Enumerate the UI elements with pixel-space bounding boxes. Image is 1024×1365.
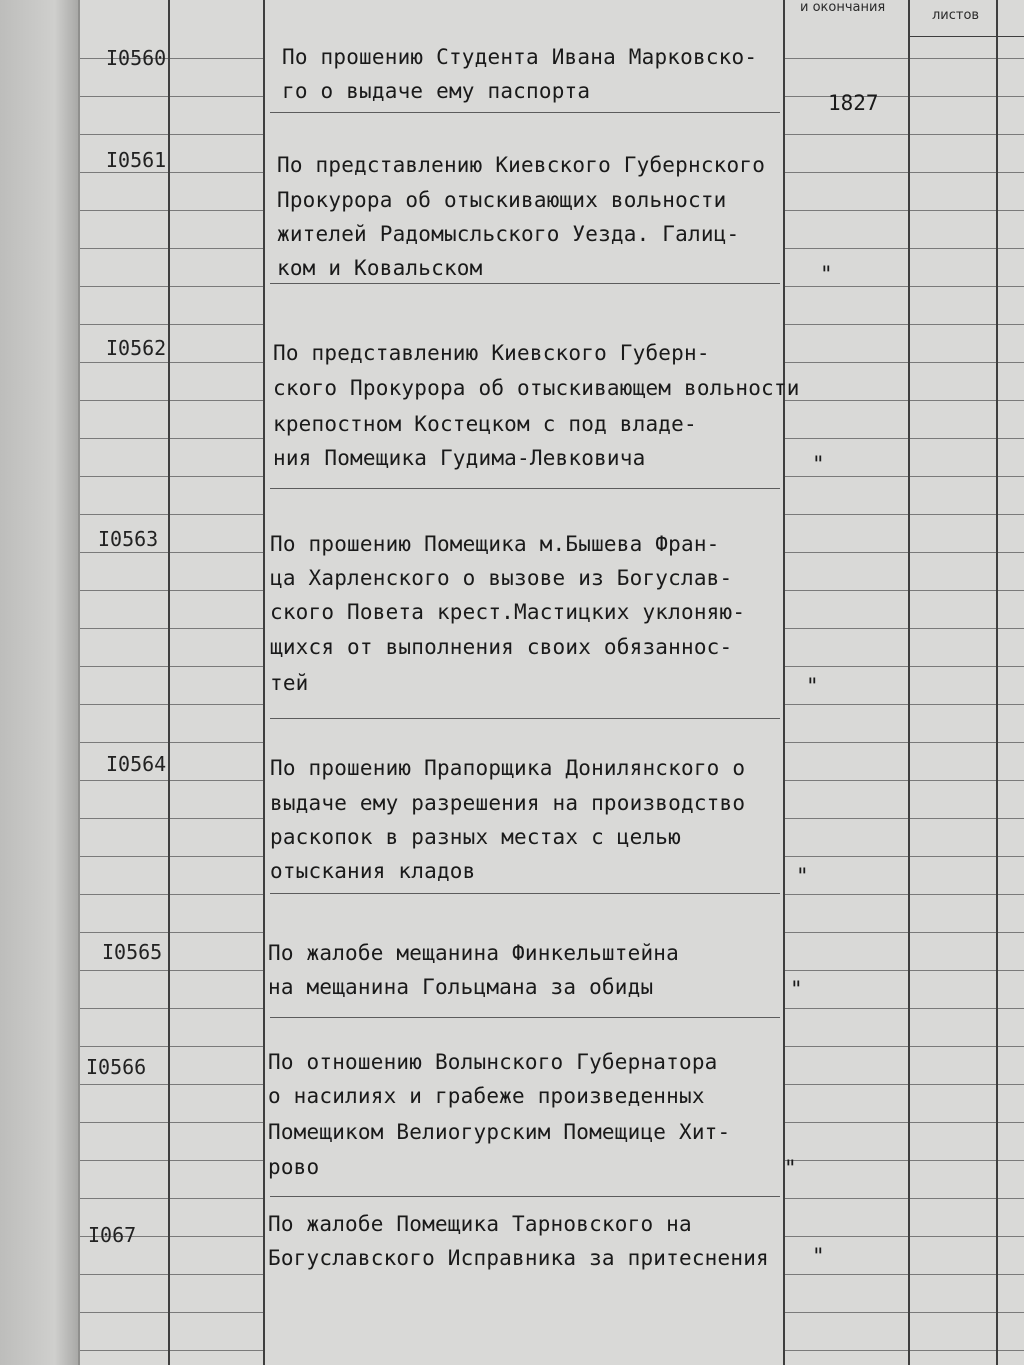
record-text-line: рово [268,1155,320,1179]
ruling-line [80,1350,168,1351]
ruling-line [910,476,996,477]
ruling-line [910,1122,996,1123]
record-text-line: раскопок в разных местах с целью [270,825,681,849]
record-text-line: ца Харленского о вызове из Богуслав- [270,566,733,590]
ruling-line [80,362,168,363]
ruling-line [998,172,1024,173]
ruling-line [910,438,996,439]
ruling-line [910,1274,996,1275]
text-underline [270,283,780,284]
ruling-line [80,1084,168,1085]
ruling-line [785,1160,908,1161]
ruling-line [170,1236,263,1237]
ruling-line [170,1312,263,1313]
ruling-line [785,856,908,857]
ruling-line [785,628,908,629]
ruling-line [998,1312,1024,1313]
ruling-line [910,666,996,667]
ruling-line [910,1312,996,1313]
record-text-line: Помещиком Велиогурским Помещице Хит- [268,1120,731,1144]
ruling-line [80,666,168,667]
record-text-line: крепостном Костецком с под владе- [273,412,697,436]
ruling-line [910,590,996,591]
ruling-line [910,894,996,895]
ruling-line [785,514,908,515]
ruling-line [910,742,996,743]
ruling-line [80,1122,168,1123]
ruling-line [998,476,1024,477]
ruling-line [998,590,1024,591]
ruling-line [998,286,1024,287]
record-number: I0562 [106,336,167,360]
ruling-line [998,818,1024,819]
ruling-line [170,514,263,515]
text-underline [270,1017,780,1018]
record-text-line: выдаче ему разрешения на производство [270,791,746,815]
ruling-line [785,58,908,59]
ruling-line [80,286,168,287]
ruling-line [910,1350,996,1351]
ruling-line [998,894,1024,895]
ruling-line [910,172,996,173]
ruling-line [785,780,908,781]
ruling-line [80,476,168,477]
ruling-line [170,856,263,857]
ruling-line [998,58,1024,59]
record-text-line: По прошению Прапорщика Донилянского о [270,756,746,780]
ruling-line [785,286,908,287]
ruling-line [785,970,908,971]
ditto-mark: " [820,262,833,286]
ruling-line [170,1084,263,1085]
ruling-line [80,248,168,249]
ruling-line [998,248,1024,249]
ruling-line [80,1046,168,1047]
ruling-line [785,1122,908,1123]
ruling-line [998,552,1024,553]
ruling-line [998,666,1024,667]
ruling-line [785,1198,908,1199]
ruling-line [785,1236,908,1237]
ruling-line [170,818,263,819]
ruling-line [785,438,908,439]
ruling-line [785,210,908,211]
ruling-line [998,514,1024,515]
record-text-line: отыскания кладов [270,859,476,883]
ruling-line [170,932,263,933]
ruling-line [80,628,168,629]
ruling-line [910,1084,996,1085]
ruling-line [785,476,908,477]
record-text-line: ния Помещика Гудима-Левковича [273,446,646,470]
ruling-line [785,172,908,173]
ruling-line [80,1008,168,1009]
ruling-line [170,1046,263,1047]
ruling-line [785,1350,908,1351]
record-text-line: о насилиях и грабеже произведенных [268,1084,705,1108]
ruling-line [80,970,168,971]
ruling-line [998,96,1024,97]
ruling-line [998,932,1024,933]
ruling-line [80,704,168,705]
ruling-line [910,780,996,781]
ruling-line [170,970,263,971]
ruling-line [998,362,1024,363]
ruling-line [785,1084,908,1085]
ruling-line [910,1236,996,1237]
ruling-line [910,210,996,211]
ruling-line [785,248,908,249]
ruling-line [910,552,996,553]
ruling-line [80,932,168,933]
ruling-line [998,438,1024,439]
record-text-line: По прошению Студента Ивана Марковско- [282,45,758,69]
record-number: I0565 [102,940,163,964]
ruling-line [785,932,908,933]
ruling-line [785,1008,908,1009]
ruling-line [170,1350,263,1351]
ruling-line [910,96,996,97]
record-text-line: По представлению Киевского Губерн- [273,341,710,365]
record-number: I0564 [106,752,167,776]
ruling-line [998,1350,1024,1351]
ruling-line [998,1046,1024,1047]
record-date: 1827 [828,91,879,115]
ruling-line [80,134,168,135]
ruling-line [998,210,1024,211]
ruling-line [998,1084,1024,1085]
ruling-line [998,704,1024,705]
ruling-line [170,1160,263,1161]
header-sheets: листов [932,8,980,23]
column-rule [263,0,265,1365]
ruling-line [998,1236,1024,1237]
record-text-line: Богуславского Исправника за притеснения [268,1246,769,1270]
ruling-line [785,1274,908,1275]
ruling-line [80,1160,168,1161]
ruling-line [170,704,263,705]
record-text-line: ком и Ковальском [277,256,483,280]
ditto-mark: " [806,674,819,698]
ruling-line [170,476,263,477]
ruling-line [998,780,1024,781]
ruling-line [910,704,996,705]
record-text-line: ского Прокурора об отыскивающем вольности [273,376,800,400]
ruling-line [785,552,908,553]
ruling-line [998,628,1024,629]
ruling-line [910,400,996,401]
ruling-line [998,400,1024,401]
ruling-line [80,552,168,553]
ruling-line [80,1198,168,1199]
ruling-line [80,894,168,895]
ruling-line [998,1274,1024,1275]
record-number: I067 [88,1223,137,1247]
ruling-line [170,58,263,59]
ruling-line [785,818,908,819]
ruling-line [998,1198,1024,1199]
ruling-line [910,248,996,249]
ruling-line [80,324,168,325]
ruling-line [80,1274,168,1275]
ruling-line [80,1312,168,1313]
text-underline [270,718,780,719]
ruling-line [998,324,1024,325]
ruling-line [170,1198,263,1199]
ruling-line [80,742,168,743]
header-end-date: и окончания [800,0,886,15]
ruling-line [998,856,1024,857]
ruling-line [910,856,996,857]
ruling-line [998,134,1024,135]
ruling-line [170,628,263,629]
ruling-line [170,362,263,363]
record-text-line: ского Повета крест.Мастицких уклоняю- [270,600,746,624]
ruling-line [785,742,908,743]
ruling-line [785,324,908,325]
text-underline [270,893,780,894]
record-text-line: По жалобе Помещика Тарновского на [268,1212,692,1236]
ruling-line [170,172,263,173]
ruling-line [910,362,996,363]
ruling-line [785,362,908,363]
ruling-line [170,96,263,97]
ruling-line [910,286,996,287]
ruling-line [170,286,263,287]
record-text-line: го о выдаче ему паспорта [282,79,591,103]
ruling-line [80,210,168,211]
ruling-line [785,134,908,135]
record-text-line: По представлению Киевского Губернского [277,153,766,177]
ruling-line [910,134,996,135]
ruling-line [80,514,168,515]
ruling-line [80,172,168,173]
ruling-line [80,438,168,439]
ruling-line [170,1274,263,1275]
ruling-line [910,932,996,933]
ruling-line [170,1122,263,1123]
ruling-line [80,590,168,591]
record-text-line: щихся от выполнения своих обязаннос- [270,635,733,659]
ruling-line [998,742,1024,743]
record-number: I0560 [106,46,167,70]
ruling-line [785,1312,908,1313]
ditto-mark: " [784,1156,797,1180]
record-text-line: Прокурора об отыскивающих вольности [277,188,727,212]
record-number: I0563 [98,527,159,551]
ruling-line [910,1198,996,1199]
ruling-line [910,628,996,629]
record-text-line: По жалобе мещанина Финкельштейна [268,941,679,965]
record-text-line: тей [270,671,309,695]
record-text-line: По отношению Волынского Губернатора [268,1050,718,1074]
ruling-line [80,818,168,819]
ruling-line [998,970,1024,971]
header-rule [910,36,1024,37]
ruling-line [910,324,996,325]
ruling-line [170,894,263,895]
ruling-line [80,856,168,857]
record-text-line: на мещанина Гольцмана за обиды [268,975,654,999]
record-number: I0566 [86,1055,147,1079]
ruling-line [80,400,168,401]
ruling-line [998,1008,1024,1009]
ruling-line [170,210,263,211]
ruling-line [998,1122,1024,1123]
ruling-line [910,970,996,971]
ruling-line [785,400,908,401]
ruling-line [785,704,908,705]
ruling-line [785,666,908,667]
ditto-mark: " [796,864,809,888]
ruling-line [170,248,263,249]
ruling-line [170,134,263,135]
ruling-line [170,590,263,591]
text-underline [270,1196,780,1197]
text-underline [270,112,780,113]
record-text-line: По прошению Помещика м.Бышева Фран- [270,532,720,556]
text-underline [270,488,780,489]
ruling-line [170,742,263,743]
ruling-line [785,590,908,591]
ruling-line [910,818,996,819]
ruling-line [910,1008,996,1009]
ruling-line [910,1160,996,1161]
ruling-line [998,1160,1024,1161]
ruling-line [80,96,168,97]
ruling-line [80,780,168,781]
ditto-mark: " [790,977,803,1001]
ruling-line [170,1008,263,1009]
binding-gutter [0,0,80,1365]
ditto-mark: " [812,452,825,476]
record-text-line: жителей Радомысльского Уезда. Галиц- [277,222,740,246]
ruling-line [170,400,263,401]
ruling-line [785,894,908,895]
ruling-line [910,1046,996,1047]
ruling-line [170,552,263,553]
ruling-line [910,514,996,515]
ruling-line [170,666,263,667]
record-number: I0561 [106,148,167,172]
ruling-line [910,58,996,59]
ruling-line [170,324,263,325]
ditto-mark: " [812,1244,825,1268]
ruling-line [170,438,263,439]
ruling-line [170,780,263,781]
ruling-line [785,1046,908,1047]
